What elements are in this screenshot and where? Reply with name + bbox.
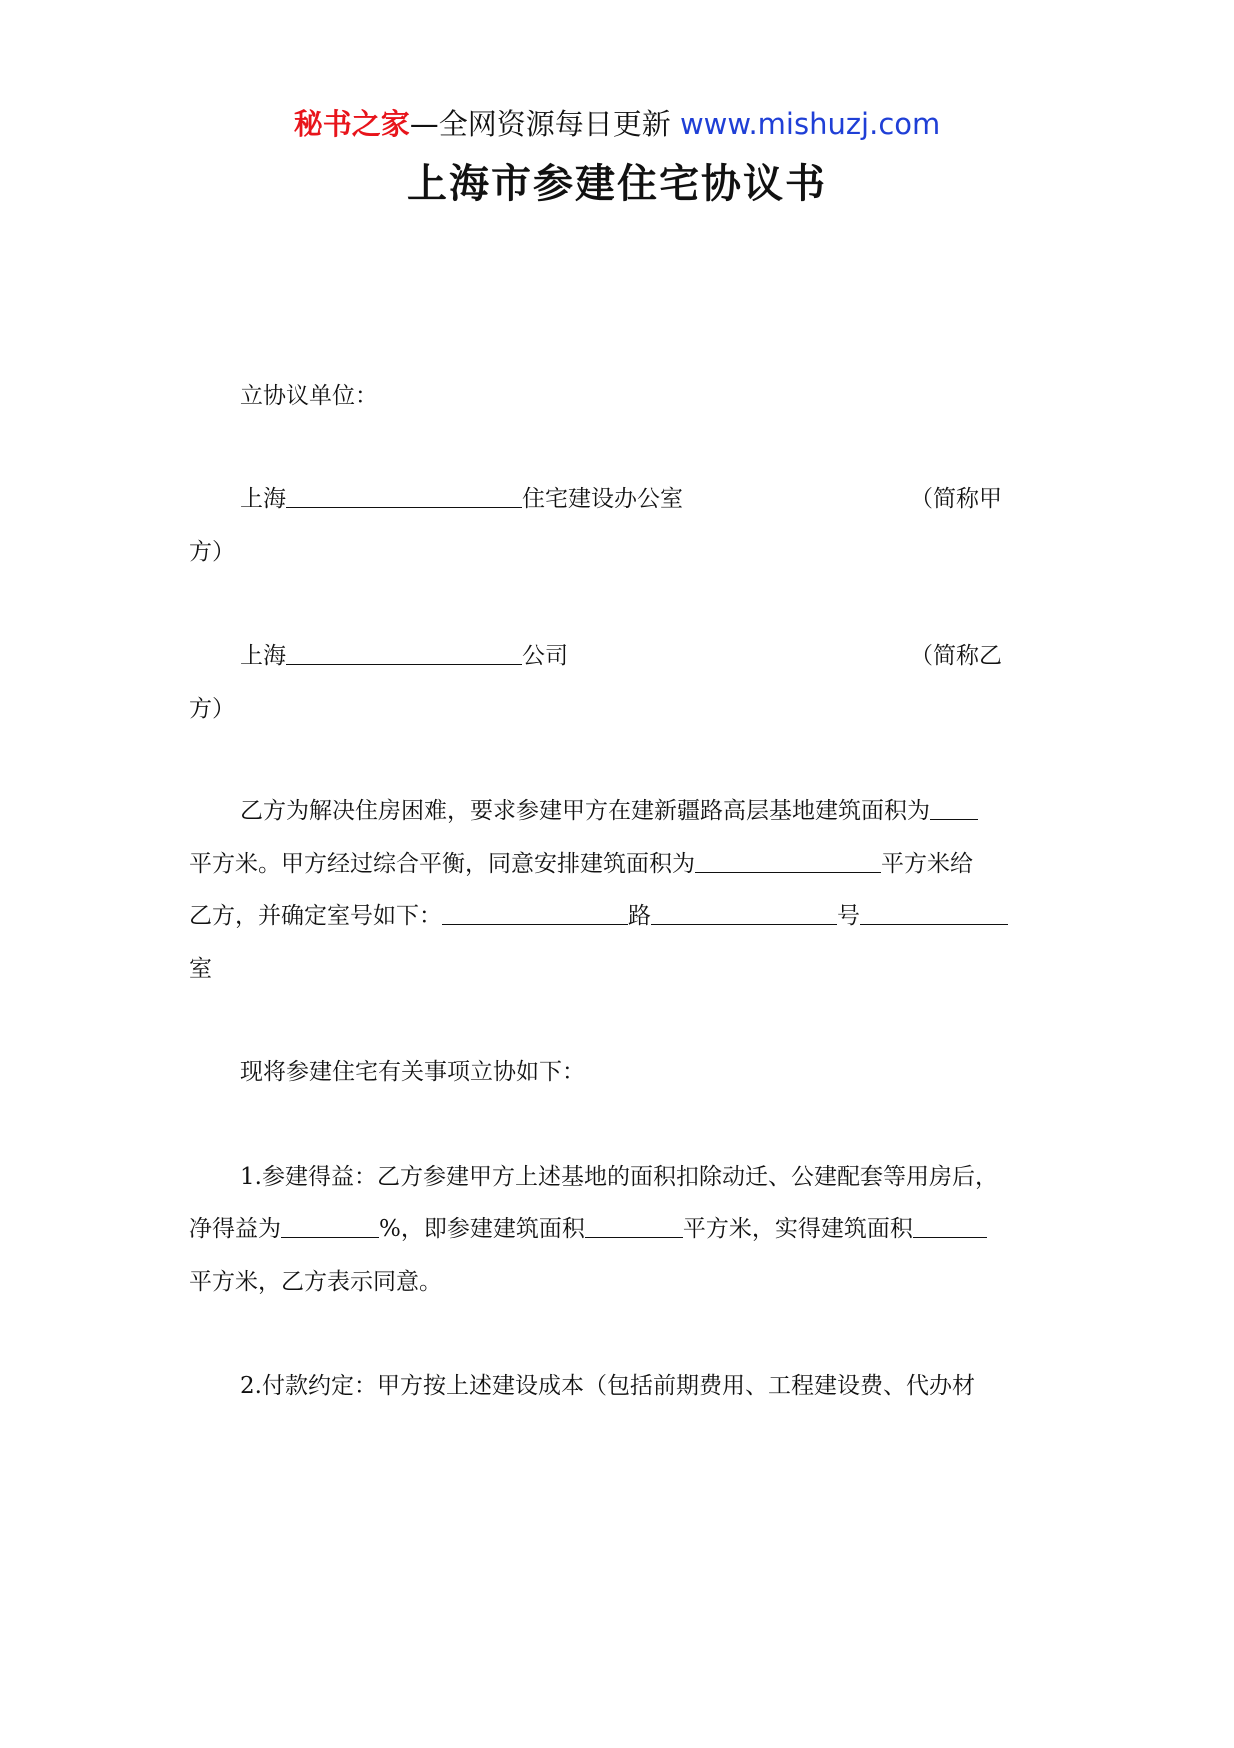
net-gain-blank [281, 1215, 379, 1238]
intro-line-1 [240, 796, 978, 826]
item1-line-1: 1.参建得益：乙方参建甲方上述基地的面积扣除动迁、公建配套等用房后， [240, 1164, 998, 1190]
parties-label: 立协议单位： [240, 383, 378, 409]
item1-text-2c: 平方米，实得建筑面积 [682, 1216, 913, 1242]
item1-text-2a: 净得益为 [189, 1216, 281, 1242]
item1-line-3: 平方米，乙方表示同意。 [189, 1269, 442, 1295]
area-granted-blank [695, 850, 881, 873]
area-request-blank [930, 797, 978, 820]
party-a-prefix: 上海 [240, 486, 286, 512]
intro-line-2 [189, 849, 973, 879]
party-a-line [240, 484, 683, 514]
party-a-blank [286, 485, 522, 508]
intro-line-3 [189, 901, 1008, 931]
participating-area-blank [585, 1215, 683, 1238]
party-a-suffix: 住宅建设办公室 [522, 486, 683, 512]
intro-text-3a: 乙方，并确定室号如下： [189, 903, 442, 929]
intro-line-4: 室 [189, 956, 212, 982]
intro-text-2b: 平方米给 [881, 851, 973, 877]
site-slogan: —全网资源每日更新 [409, 107, 680, 141]
room-blank [860, 902, 1008, 925]
party-b-suffix: 公司 [522, 643, 568, 669]
party-b-line [240, 641, 568, 671]
party-b-blank [286, 642, 522, 665]
lead-line: 现将参建住宅有关事项立协如下： [240, 1059, 585, 1085]
site-url[interactable]: www.mishuzj.com [679, 107, 941, 141]
intro-text-3c: 号 [837, 903, 860, 929]
party-a-note-end: 方） [189, 539, 235, 565]
party-b-prefix: 上海 [240, 643, 286, 669]
intro-text-1: 乙方为解决住房困难，要求参建甲方在建新疆路高层基地建筑面积为 [240, 798, 930, 824]
item1-line-2 [189, 1214, 987, 1244]
item2-line-1: 2.付款约定：甲方按上述建设成本（包括前期费用、工程建设费、代办材 [240, 1373, 975, 1399]
intro-text-2a: 平方米。甲方经过综合平衡，同意安排建筑面积为 [189, 851, 695, 877]
road-blank [442, 902, 628, 925]
site-header [0, 104, 1234, 144]
brand-name: 秘书之家 [293, 107, 410, 141]
document-title: 上海市参建住宅协议书 [407, 161, 827, 207]
party-b-note-end: 方） [189, 696, 235, 722]
intro-text-3b: 路 [628, 903, 651, 929]
item1-text-2b: %，即参建建筑面积 [379, 1216, 585, 1242]
number-blank [651, 902, 837, 925]
party-a-note: （简称甲 [910, 486, 1002, 512]
party-b-note: （简称乙 [910, 643, 1002, 669]
actual-area-blank [913, 1215, 987, 1238]
